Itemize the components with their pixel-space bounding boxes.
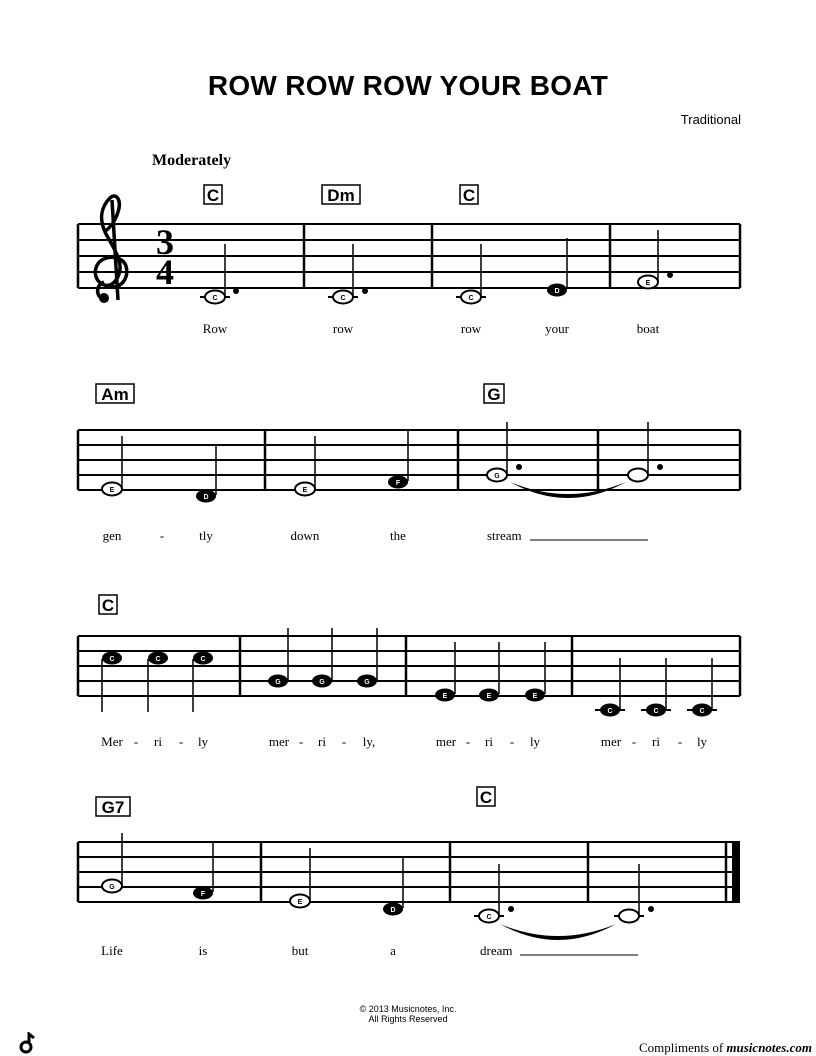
note-dotted-half bbox=[638, 230, 673, 289]
note-dotted-half bbox=[328, 244, 368, 304]
lyric-syllable: your bbox=[545, 321, 569, 336]
lyric-hyphen: - bbox=[178, 734, 184, 749]
system-1 bbox=[78, 185, 740, 336]
svg-text:E: E bbox=[302, 487, 308, 494]
time-sig-bottom: 4 bbox=[156, 252, 174, 292]
lyric-syllable: ri bbox=[652, 734, 660, 749]
lyric-syllable: the bbox=[390, 528, 406, 543]
svg-text:C: C bbox=[200, 656, 206, 663]
svg-text:C: C bbox=[212, 295, 218, 302]
lyric-hyphen: - bbox=[133, 734, 139, 749]
chord-symbol bbox=[484, 384, 504, 404]
svg-text:G: G bbox=[364, 679, 370, 686]
chord-symbol bbox=[99, 595, 117, 615]
svg-text:C: C bbox=[101, 596, 115, 615]
chord-symbol bbox=[460, 185, 478, 205]
lyric-syllable: ly bbox=[197, 734, 209, 749]
svg-text:D: D bbox=[554, 288, 560, 295]
svg-text:C: C bbox=[699, 708, 705, 715]
musicnotes-logo-icon bbox=[18, 1032, 38, 1054]
lyric-hyphen: - bbox=[677, 734, 683, 749]
system-2 bbox=[78, 384, 740, 543]
composer-credit: Traditional bbox=[680, 112, 741, 127]
svg-text:D: D bbox=[203, 494, 209, 501]
lyric-hyphen: - bbox=[509, 734, 515, 749]
svg-text:E: E bbox=[532, 693, 538, 700]
lyric-syllable: row bbox=[332, 321, 354, 336]
svg-text:F: F bbox=[395, 480, 401, 487]
svg-text:C: C bbox=[340, 295, 346, 302]
svg-text:F: F bbox=[200, 891, 206, 898]
lyric-syllable: ly bbox=[696, 734, 708, 749]
svg-text:G: G bbox=[109, 884, 115, 891]
lyric-syllable: Mer bbox=[101, 734, 123, 749]
svg-text:D: D bbox=[390, 907, 396, 914]
lyric-syllable: ri bbox=[318, 734, 326, 749]
lyric-syllable: mer bbox=[600, 734, 622, 749]
lyric-syllable: gen bbox=[102, 528, 122, 543]
copyright-notice bbox=[0, 1004, 816, 1024]
svg-text:C: C bbox=[479, 788, 493, 807]
svg-text:Am: Am bbox=[101, 385, 129, 404]
lyric-syllable: ri bbox=[485, 734, 493, 749]
svg-text:G7: G7 bbox=[101, 798, 125, 817]
system-3 bbox=[78, 595, 740, 749]
note-half bbox=[456, 244, 486, 304]
lyric-hyphen: - bbox=[465, 734, 471, 749]
note-quarter bbox=[547, 238, 567, 297]
system-4 bbox=[78, 787, 740, 958]
tie bbox=[500, 924, 616, 940]
svg-text:G: G bbox=[319, 679, 325, 686]
copyright-line: All Rights Reserved bbox=[368, 1014, 448, 1024]
note-quarter bbox=[193, 841, 213, 900]
svg-text:G: G bbox=[275, 679, 281, 686]
note-dotted-half bbox=[200, 244, 239, 304]
time-sig-top: 3 bbox=[156, 222, 174, 262]
lyric-syllable: stream bbox=[487, 528, 522, 543]
staff-lines bbox=[78, 636, 740, 696]
lyric-syllable: Row bbox=[202, 321, 228, 336]
lyric-syllable: ly bbox=[529, 734, 541, 749]
lyric-syllable: a bbox=[390, 943, 396, 958]
lyric-syllable: dream bbox=[480, 943, 513, 958]
compliments-prefix: Compliments of bbox=[639, 1040, 727, 1055]
svg-text:E: E bbox=[442, 693, 448, 700]
svg-text:C: C bbox=[206, 186, 220, 205]
svg-text:E: E bbox=[486, 693, 492, 700]
svg-text:C: C bbox=[155, 656, 161, 663]
lyric-syllable: ly, bbox=[362, 734, 376, 749]
lyric-syllable: but bbox=[291, 943, 309, 958]
lyric-hyphen: - bbox=[159, 528, 165, 543]
final-barline bbox=[732, 842, 740, 902]
staff-lines bbox=[78, 842, 740, 902]
lyric-hyphen: - bbox=[298, 734, 304, 749]
svg-text:C: C bbox=[653, 708, 659, 715]
svg-text:C: C bbox=[462, 186, 476, 205]
svg-text:E: E bbox=[297, 899, 303, 906]
lyric-syllable: row bbox=[460, 321, 482, 336]
song-title: ROW ROW ROW YOUR BOAT bbox=[207, 70, 609, 101]
copyright-line: © 2013 Musicnotes, Inc. bbox=[359, 1004, 457, 1014]
svg-text:G: G bbox=[494, 473, 500, 480]
chord-symbol bbox=[96, 797, 130, 817]
svg-text:Dm: Dm bbox=[327, 186, 355, 205]
svg-text:C: C bbox=[468, 295, 474, 302]
compliments-site-link[interactable]: musicnotes.com bbox=[726, 1040, 812, 1055]
lyric-syllable: boat bbox=[636, 321, 660, 336]
svg-text:C: C bbox=[109, 656, 115, 663]
svg-text:C: C bbox=[486, 914, 492, 921]
svg-text:G: G bbox=[487, 385, 501, 404]
note-quarter bbox=[196, 444, 216, 503]
lyric-hyphen: - bbox=[631, 734, 637, 749]
lyric-syllable: mer bbox=[435, 734, 457, 749]
svg-text:E: E bbox=[109, 487, 115, 494]
lyric-syllable: down bbox=[290, 528, 320, 543]
lyric-hyphen: - bbox=[341, 734, 347, 749]
lyric-syllable: Life bbox=[101, 943, 123, 958]
chord-symbol bbox=[322, 185, 360, 205]
tempo-marking: Moderately bbox=[152, 152, 232, 169]
lyric-syllable: is bbox=[198, 943, 208, 958]
chord-symbol bbox=[96, 384, 134, 404]
lyric-syllable: ri bbox=[154, 734, 162, 749]
chord-symbol bbox=[477, 787, 495, 807]
svg-text:E: E bbox=[645, 280, 651, 287]
compliments-footer bbox=[639, 1040, 812, 1056]
lyric-syllable: tly bbox=[199, 528, 213, 543]
treble-clef-icon bbox=[95, 196, 126, 303]
lyric-syllable: mer bbox=[268, 734, 290, 749]
svg-text:C: C bbox=[607, 708, 613, 715]
chord-symbol bbox=[204, 185, 222, 205]
